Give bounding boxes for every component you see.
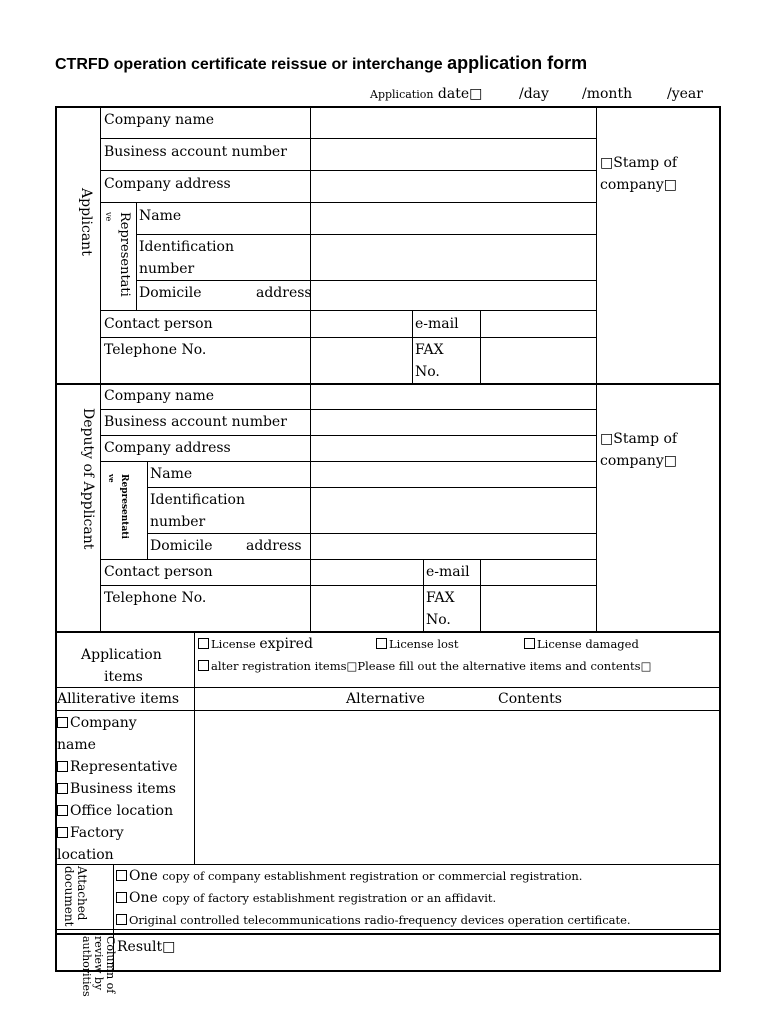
alt-office-location-checkbox[interactable] (57, 805, 68, 816)
license-damaged-checkbox[interactable] (524, 638, 535, 649)
attached-doc-1[interactable]: One copy of company establishment registration or commercial registration. (116, 865, 582, 887)
alt-representative-checkbox[interactable] (57, 761, 68, 772)
date-month[interactable]: /month (582, 86, 633, 102)
application-date: Application date□ /day /month /year (370, 86, 703, 102)
contents-header: Contents (498, 691, 562, 707)
deputy-rep-domicile-field[interactable] (311, 534, 596, 559)
deputy-contact-label: Contact person (104, 564, 213, 580)
form-title: CTRFD operation certificate reissue or interchange application form (55, 53, 588, 73)
date-day[interactable]: /day (519, 86, 549, 102)
applicant-company-name-label: Company name (104, 112, 215, 128)
review-result-field[interactable] (180, 936, 718, 969)
deputy-telephone-field[interactable] (311, 586, 423, 631)
review-column-label: Column of review by authorities (80, 936, 117, 997)
application-items-label-line2: items (104, 669, 143, 685)
attached-document-label: Attached document (62, 866, 89, 927)
deputy-stamp-line1: □Stamp of (600, 431, 678, 447)
license-expired-checkbox[interactable] (198, 638, 209, 649)
applicant-telephone-field[interactable] (311, 338, 412, 383)
applicant-stamp-line2: company□ (600, 177, 678, 193)
applicant-id-label-line2: number (139, 261, 195, 277)
deputy-domicile-label: Domicile (150, 538, 213, 554)
applicant-company-address-field[interactable] (311, 171, 596, 202)
alt-company-name-checkbox[interactable] (57, 717, 68, 728)
review-result-label: Result□ (117, 939, 176, 955)
applicant-domicile-label: Domicile (139, 285, 202, 301)
deputy-company-name-label: Company name (104, 388, 215, 404)
applicant-fax-label-line1: FAX (415, 342, 444, 358)
deputy-rep-id-field[interactable] (311, 488, 596, 533)
alternative-items-header: Alliterative items (57, 691, 180, 707)
applicant-id-label-line1: Identification (139, 239, 234, 255)
deputy-company-name-field[interactable] (311, 385, 596, 409)
deputy-id-label-line2: number (150, 514, 206, 530)
date-word: date□ (437, 86, 483, 102)
license-lost-option[interactable]: License lost (376, 633, 458, 655)
alter-items-option[interactable]: alter registration items□Please fill out the alternative items and contents□ (198, 655, 651, 677)
deputy-name-label: Name (150, 466, 193, 482)
deputy-telephone-label: Telephone No. (104, 590, 207, 606)
applicant-section-label: Applicant (78, 188, 94, 256)
applicant-company-address-label: Company address (104, 176, 231, 192)
deputy-id-label-line1: Identification (150, 492, 245, 508)
applicant-rep-name-field[interactable] (311, 203, 596, 234)
applicant-stamp-line1: □Stamp of (600, 155, 678, 171)
attached-doc-2-checkbox[interactable] (116, 892, 127, 903)
alter-items-checkbox[interactable] (198, 660, 209, 671)
applicant-fax-field[interactable] (481, 338, 596, 383)
attached-doc-2[interactable]: One copy of factory establishment registration or an affidavit. (116, 887, 496, 909)
applicant-address-label: address (256, 285, 312, 301)
license-lost-checkbox[interactable] (376, 638, 387, 649)
deputy-contact-field[interactable] (311, 560, 423, 585)
alt-factory-location-checkbox[interactable] (57, 827, 68, 838)
alt-company-name-option[interactable]: Company (57, 712, 137, 734)
attached-doc-3-checkbox[interactable] (116, 914, 127, 925)
date-year[interactable]: /year (667, 86, 703, 102)
alt-business-items-option[interactable]: Business items (57, 778, 176, 800)
deputy-email-label: e-mail (426, 564, 470, 580)
deputy-email-field[interactable] (481, 560, 596, 585)
license-expired-option[interactable]: License expired (198, 633, 313, 655)
applicant-contact-label: Contact person (104, 316, 213, 332)
applicant-rep-domicile-field[interactable] (311, 281, 596, 310)
deputy-fax-field[interactable] (481, 586, 596, 631)
applicant-rep-id-field[interactable] (311, 235, 596, 280)
deputy-fax-label-line1: FAX (426, 590, 455, 606)
alt-office-location-option[interactable]: Office location (57, 800, 173, 822)
deputy-business-account-field[interactable] (311, 410, 596, 435)
applicant-name-label: Name (139, 208, 182, 224)
alt-company-name-line2: name (57, 737, 96, 753)
alt-representative-option[interactable]: Representative (57, 756, 178, 778)
applicant-business-account-field[interactable] (311, 139, 596, 170)
license-damaged-option[interactable]: License damaged (524, 633, 639, 655)
deputy-fax-label-line2: No. (426, 612, 451, 628)
deputy-stamp-line2: company□ (600, 453, 678, 469)
application-items-label-line1: Application (81, 647, 162, 663)
alternative-header: Alternative (346, 691, 425, 707)
deputy-representative-label: Representati (119, 474, 129, 539)
deputy-address-label: address (246, 538, 302, 554)
applicant-company-name-field[interactable] (311, 108, 596, 138)
applicant-email-field[interactable] (481, 311, 596, 337)
deputy-company-address-field[interactable] (311, 436, 596, 461)
applicant-business-account-label: Business account number (104, 144, 287, 160)
alternative-contents-field[interactable] (196, 711, 719, 864)
alt-business-items-checkbox[interactable] (57, 783, 68, 794)
deputy-business-account-label: Business account number (104, 414, 287, 430)
alt-factory-location-line2: location (57, 847, 114, 863)
deputy-rep-name-field[interactable] (311, 462, 596, 487)
applicant-contact-field[interactable] (311, 311, 412, 337)
applicant-representative-suffix: ve (104, 212, 113, 222)
applicant-email-label: e-mail (415, 316, 459, 332)
deputy-section-label: Deputy of Applicant (80, 408, 96, 550)
attached-doc-3[interactable]: Original controlled telecommunications radio-frequency devices operation certificate. (116, 909, 631, 931)
applicant-telephone-label: Telephone No. (104, 342, 207, 358)
deputy-company-address-label: Company address (104, 440, 231, 456)
applicant-representative-label: Representati (117, 212, 132, 297)
applicant-fax-label-line2: No. (415, 364, 440, 380)
alt-factory-location-option[interactable]: Factory (57, 822, 124, 844)
deputy-representative-suffix: ve (107, 474, 116, 483)
attached-doc-1-checkbox[interactable] (116, 870, 127, 881)
